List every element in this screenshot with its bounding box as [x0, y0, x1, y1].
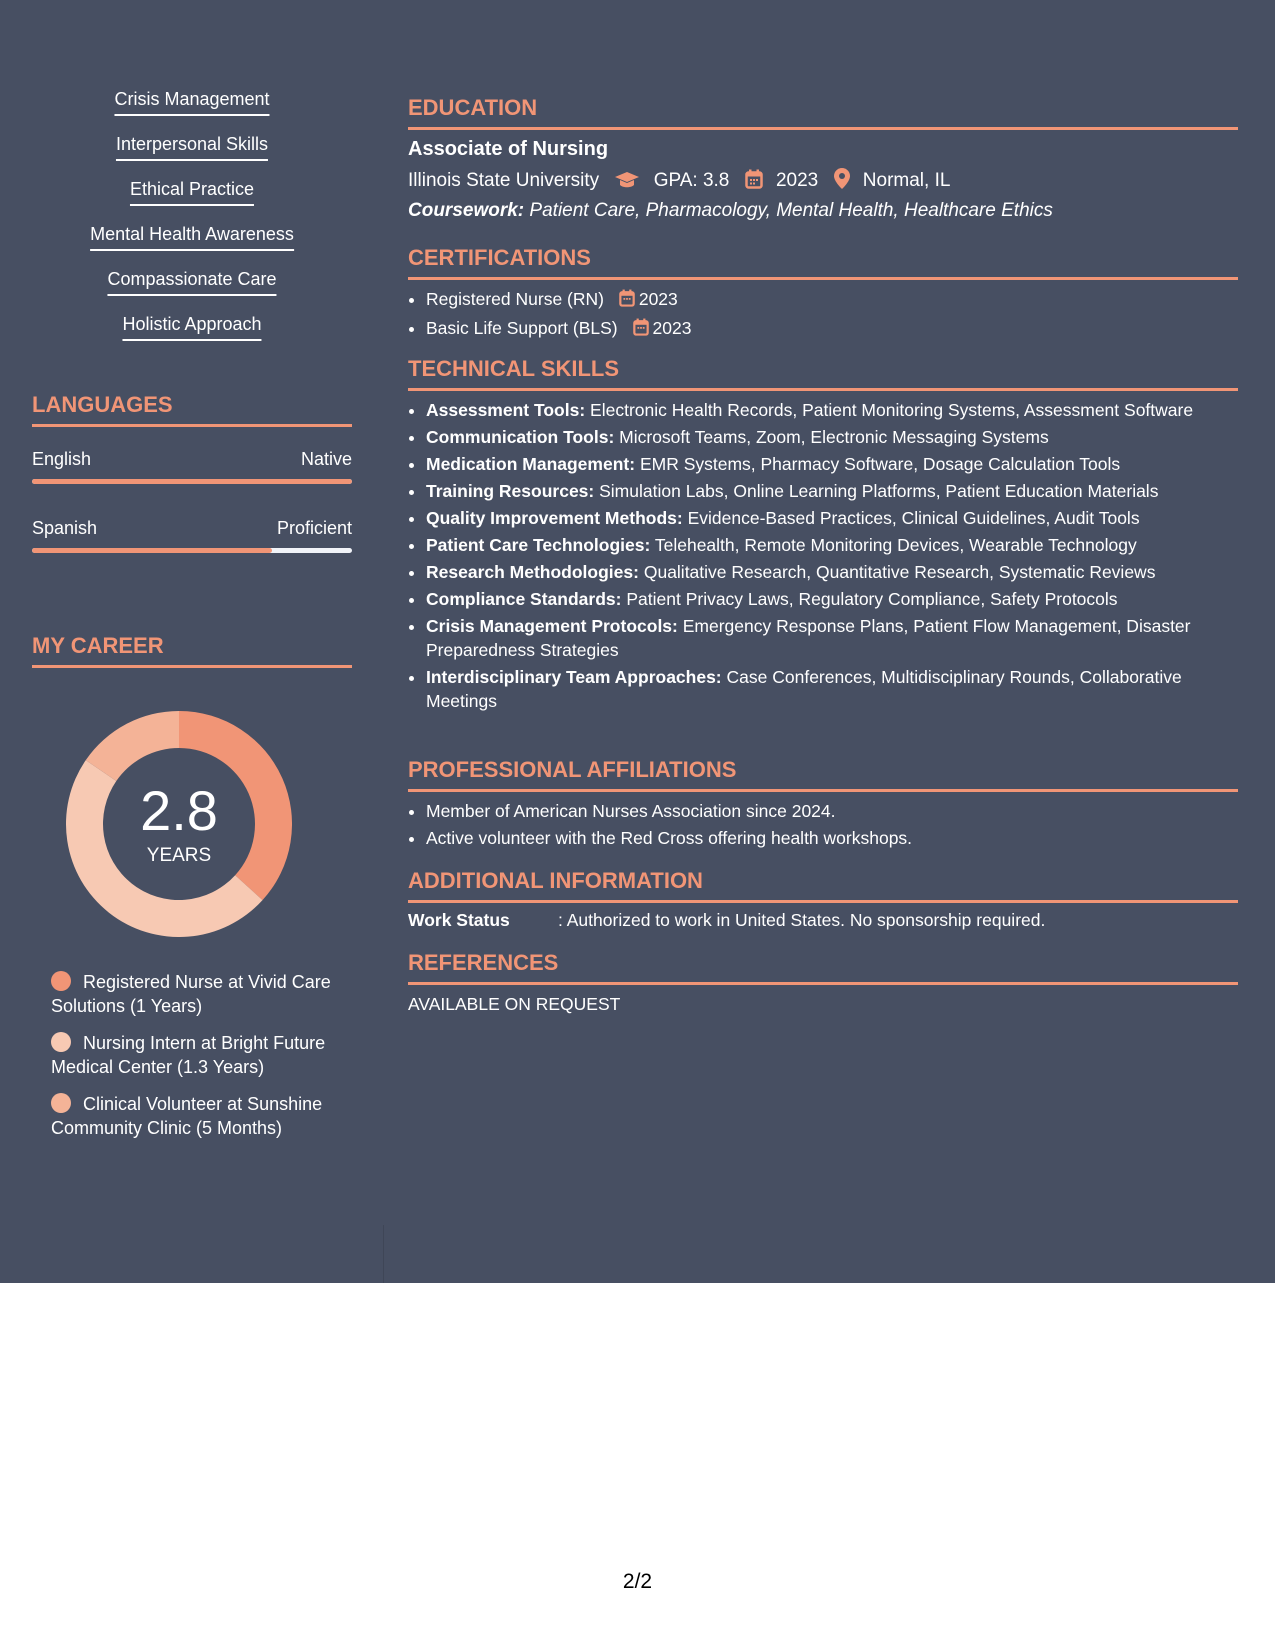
- skill-label: Training Resources:: [426, 481, 595, 501]
- certification-year: 2023: [638, 289, 678, 309]
- strength-item: Interpersonal Skills: [116, 133, 268, 161]
- work-status: [408, 908, 1045, 932]
- additional-info-heading: ADDITIONAL INFORMATION: [408, 868, 1238, 903]
- skill-item: [426, 614, 1238, 662]
- coursework-text: Patient Care, Pharmacology, Mental Health, Healthcare Ethics: [529, 200, 1053, 221]
- language-name: English: [32, 449, 92, 469]
- skill-label: Quality Improvement Methods:: [426, 508, 683, 528]
- certification-year: 2023: [652, 318, 692, 338]
- skill-value: Emergency Response Plans, Patient Flow Management, Disaster Preparedness Strategies: [426, 616, 1191, 660]
- career-legend-item: [51, 970, 331, 1018]
- language-progress-fill: [32, 548, 272, 553]
- education-gpa: GPA: 3.8: [653, 170, 730, 191]
- career-legend-item: [51, 1031, 331, 1079]
- education-year: 2023: [775, 170, 819, 191]
- skill-item: [426, 665, 1238, 713]
- skill-value: Simulation Labs, Online Learning Platforms, Patient Education Materials: [599, 481, 1159, 501]
- language-level: Proficient: [276, 518, 352, 538]
- skill-value: Electronic Health Records, Patient Monitoring Systems, Assessment Software: [590, 400, 1194, 420]
- skill-value: Evidence-Based Practices, Clinical Guidelines, Audit Tools: [687, 508, 1140, 528]
- education-location: Normal, IL: [862, 170, 951, 191]
- career-legend-label: Nursing Intern at Bright Future Medical Center (1.3 Years): [51, 1033, 326, 1077]
- skill-item: [426, 479, 1238, 503]
- certification-name: Registered Nurse (RN): [426, 289, 604, 309]
- career-legend: [51, 970, 331, 1153]
- education-coursework: [408, 199, 1053, 223]
- calendar-icon: [619, 289, 635, 313]
- affiliations-heading: PROFESSIONAL AFFILIATIONS: [408, 757, 1238, 792]
- calendar-icon: [745, 169, 763, 196]
- skill-value: EMR Systems, Pharmacy Software, Dosage Calculation Tools: [639, 454, 1121, 474]
- skill-item: [426, 398, 1238, 422]
- strength-item: Mental Health Awareness: [90, 223, 294, 251]
- skill-value: Telehealth, Remote Monitoring Devices, Wearable Technology: [654, 535, 1137, 555]
- legend-dot: [51, 971, 71, 991]
- career-legend-label: Clinical Volunteer at Sunshine Community Clinic (5 Months): [51, 1094, 323, 1138]
- skill-item: [426, 533, 1238, 557]
- technical-skills-heading: TECHNICAL SKILLS: [408, 356, 1238, 391]
- technical-skills-list: [408, 398, 1238, 716]
- certification-name: Basic Life Support (BLS): [426, 318, 618, 338]
- skill-label: Research Methodologies:: [426, 562, 639, 582]
- skill-item: [426, 452, 1238, 476]
- education-degree: Associate of Nursing: [408, 138, 609, 160]
- skill-value: Patient Privacy Laws, Regulatory Compliance, Safety Protocols: [626, 589, 1118, 609]
- strength-item: Holistic Approach: [122, 313, 261, 341]
- legend-dot: [51, 1093, 71, 1113]
- map-pin-icon: [834, 168, 850, 196]
- skill-label: Compliance Standards:: [426, 589, 622, 609]
- skill-label: Assessment Tools:: [426, 400, 586, 420]
- languages-heading: LANGUAGES: [32, 392, 352, 427]
- certification-item: [426, 316, 1238, 342]
- references-heading: REFERENCES: [408, 950, 1238, 985]
- references-text: AVAILABLE ON REQUEST: [408, 994, 621, 1014]
- skill-label: Communication Tools:: [426, 427, 615, 447]
- coursework-label: Coursework:: [408, 200, 525, 221]
- graduation-cap-icon: [614, 171, 640, 196]
- career-heading: MY CAREER: [32, 633, 352, 668]
- skill-label: Patient Care Technologies:: [426, 535, 651, 555]
- career-legend-item: [51, 1092, 331, 1140]
- career-total-value: 2.8: [140, 779, 218, 842]
- skill-item: [426, 506, 1238, 530]
- skill-value: Microsoft Teams, Zoom, Electronic Messaging Systems: [619, 427, 1049, 447]
- skill-label: Medication Management:: [426, 454, 636, 474]
- language-progress-track: [32, 479, 352, 484]
- language-name: Spanish: [32, 518, 98, 538]
- calendar-icon: [633, 318, 649, 342]
- strength-item: Compassionate Care: [107, 268, 276, 296]
- education-details: [408, 168, 950, 196]
- education-heading: EDUCATION: [408, 95, 1238, 130]
- page-number: 2/2: [622, 1570, 653, 1593]
- affiliation-item: • Member of American Nurses Association since 2024.: [426, 799, 1238, 823]
- career-donut-chart: [66, 711, 292, 937]
- skill-value: Qualitative Research, Quantitative Research, Systematic Reviews: [643, 562, 1156, 582]
- skill-value: Case Conferences, Multidisciplinary Rounds, Collaborative Meetings: [426, 667, 1182, 711]
- education-school: Illinois State University: [408, 170, 600, 191]
- skill-label: Interdisciplinary Team Approaches:: [426, 667, 722, 687]
- language-level: Native: [300, 449, 352, 469]
- strength-item: Ethical Practice: [130, 178, 254, 206]
- career-total-unit: YEARS: [146, 845, 212, 866]
- career-legend-label: Registered Nurse at Vivid Care Solutions (1 Years): [51, 972, 331, 1016]
- work-status-value: : Authorized to work in United States. No sponsorship required.: [558, 910, 1046, 930]
- language-progress-fill: [32, 479, 352, 484]
- certification-item: [426, 287, 1238, 313]
- skill-label: Crisis Management Protocols:: [426, 616, 678, 636]
- affiliations-list: [408, 799, 1238, 853]
- work-status-label: Work Status: [408, 910, 510, 930]
- skill-item: [426, 587, 1238, 611]
- certifications-heading: CERTIFICATIONS: [408, 245, 1238, 280]
- certifications-list: [408, 287, 1238, 345]
- column-divider: [383, 1225, 384, 1283]
- affiliation-item: • Active volunteer with the Red Cross offering health workshops.: [426, 826, 1238, 850]
- language-progress-track: [32, 548, 352, 553]
- strength-item: Crisis Management: [114, 88, 269, 116]
- skill-item: [426, 425, 1238, 449]
- skill-item: [426, 560, 1238, 584]
- legend-dot: [51, 1032, 71, 1052]
